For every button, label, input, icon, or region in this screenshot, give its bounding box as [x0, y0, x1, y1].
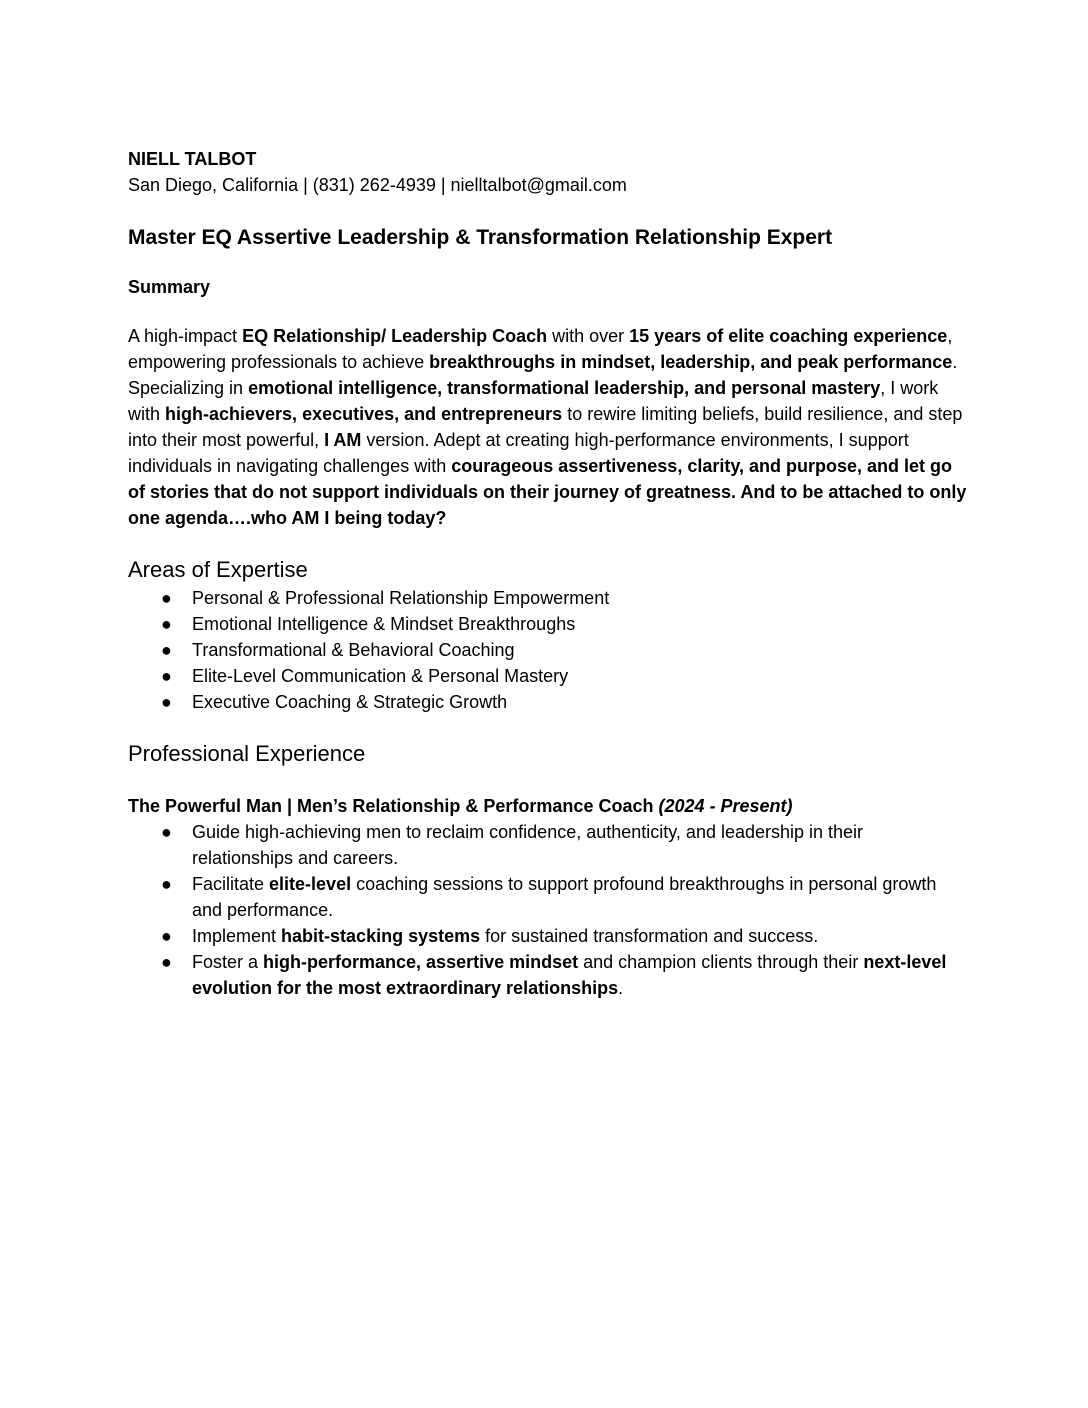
summary-text: . Specializing in: [128, 352, 958, 398]
summary-text: A high-impact: [128, 326, 243, 346]
resume-page: [128, 146, 968, 1001]
list-item-text: Emotional Intelligence & Mindset Breakthroughs: [192, 614, 576, 634]
bullet-icon: ●: [161, 692, 172, 712]
summary-bold-text: breakthroughs in mindset, leadership, and peak performance: [429, 352, 953, 372]
list-item-text: Transformational & Behavioral Coaching: [192, 640, 515, 660]
bullet-icon: ●: [161, 640, 172, 660]
list-item-text: for sustained transformation and success.: [480, 926, 819, 946]
summary-bold-text: courageous assertiveness, clarity, and purpose, and let go of stories that do not support individuals on their journey of greatness. And to be attached to only one agenda….who AM I being today?: [128, 456, 967, 528]
list-item-bold-text: next-level evolution for the most extraordinary relationships: [192, 952, 947, 998]
summary-bold-text: emotional intelligence, transformational leadership, and personal mastery: [248, 378, 881, 398]
list-item-text: Personal & Professional Relationship Empowerment: [192, 588, 610, 608]
bullet-icon: ●: [161, 614, 172, 634]
bullet-icon: ●: [161, 952, 172, 972]
summary-bold-text: high-achievers, executives, and entrepreneurs: [165, 404, 563, 424]
list-item: [128, 923, 968, 949]
summary-text: version. Adept at creating high-performance environments, I support individuals in navigating challenges with: [128, 430, 909, 476]
list-item-text: Facilitate: [192, 874, 270, 894]
list-item: [128, 585, 968, 611]
summary-text: to rewire limiting beliefs, build resilience, and step into their most powerful,: [128, 404, 963, 450]
expertise-heading: Areas of Expertise: [128, 557, 308, 582]
list-item-text: Elite-Level Communication & Personal Mastery: [192, 666, 569, 686]
list-item: [128, 819, 968, 871]
experience-heading: Professional Experience: [128, 741, 366, 766]
job-responsibilities-list: [128, 819, 968, 1001]
summary-text: with over: [547, 326, 630, 346]
list-item: [128, 949, 968, 1001]
bullet-icon: ●: [161, 666, 172, 686]
bullet-icon: ●: [161, 822, 172, 842]
list-item-text: Implement: [192, 926, 282, 946]
summary-bold-text: I AM: [324, 430, 362, 450]
summary-text: , I work with: [128, 378, 939, 424]
summary-bold-text: EQ Relationship/ Leadership Coach: [242, 326, 548, 346]
list-item-bold-text: elite-level: [269, 874, 352, 894]
list-item: [128, 637, 968, 663]
expertise-list: [128, 585, 968, 715]
list-item-text: coaching sessions to support profound breakthroughs in personal growth and performance.: [192, 874, 937, 920]
summary-paragraph: [128, 323, 968, 531]
list-item: [128, 663, 968, 689]
list-item: [128, 871, 968, 923]
summary-heading: Summary: [128, 277, 211, 297]
job-title: [128, 793, 968, 819]
summary-text: , empowering professionals to achieve: [128, 326, 953, 372]
list-item: [128, 611, 968, 637]
job-dates: (2024 - Present): [658, 796, 793, 816]
contact-line: San Diego, California | (831) 262-4939 | nielltalbot@gmail.com: [128, 175, 627, 195]
professional-headline: Master EQ Assertive Leadership & Transformation Relationship Expert: [128, 226, 833, 249]
bullet-icon: ●: [161, 588, 172, 608]
list-item-text: Foster a: [192, 952, 264, 972]
candidate-name: NIELL TALBOT: [128, 149, 257, 169]
summary-bold-text: 15 years of elite coaching experience: [629, 326, 948, 346]
list-item-bold-text: habit-stacking systems: [281, 926, 481, 946]
list-item-text: Guide high-achieving men to reclaim confidence, authenticity, and leadership in their relationships and careers.: [192, 822, 864, 868]
list-item-bold-text: high-performance, assertive mindset: [263, 952, 579, 972]
list-item-text: and champion clients through their: [578, 952, 864, 972]
job-role: The Powerful Man | Men’s Relationship & Performance Coach: [128, 796, 654, 816]
list-item-text: Executive Coaching & Strategic Growth: [192, 692, 508, 712]
list-item-text: .: [618, 978, 624, 998]
bullet-icon: ●: [161, 926, 172, 946]
list-item: [128, 689, 968, 715]
bullet-icon: ●: [161, 874, 172, 894]
